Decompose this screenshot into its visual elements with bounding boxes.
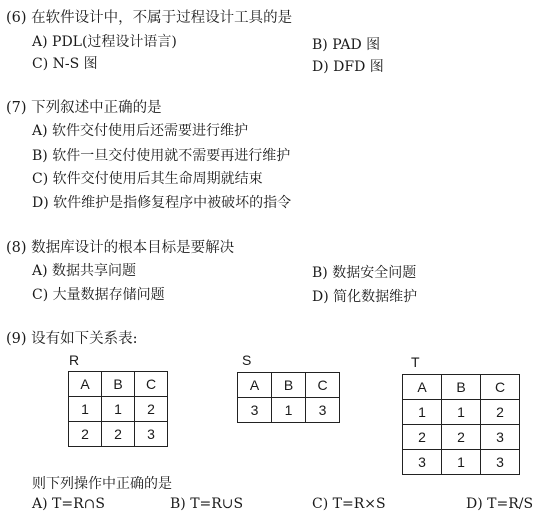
- table-r-header-row: [69, 372, 168, 397]
- table-r-header-a: A: [69, 372, 102, 397]
- question-9-option-b: B) T=R∪S: [170, 496, 244, 512]
- table-s-cell: 3: [238, 398, 272, 423]
- table-s-label: S: [242, 352, 252, 368]
- table-t-header-row: [403, 375, 520, 400]
- question-8-stem: (8) 数据库设计的根本目标是要解决: [6, 240, 235, 256]
- table-t-cell: 2: [481, 400, 520, 425]
- question-9-option-d: D) T=R/S: [466, 496, 534, 512]
- table-t-cell: 1: [442, 450, 481, 475]
- table-t-cell: 2: [442, 425, 481, 450]
- question-8-option-c: C) 大量数据存储问题: [32, 287, 165, 303]
- table-s-header-a: A: [238, 373, 272, 398]
- question-6-option-d: D) DFD 图: [312, 59, 384, 75]
- table-r-cell: 2: [69, 422, 102, 447]
- table-t-row: [403, 425, 520, 450]
- table-s-header-row: [238, 373, 340, 398]
- question-8-option-b: B) 数据安全问题: [312, 265, 417, 281]
- table-r-cell: 3: [135, 422, 168, 447]
- table-s-row: [238, 398, 340, 423]
- table-r-label: R: [69, 352, 80, 368]
- table-t-cell: 1: [442, 400, 481, 425]
- question-7-option-d: D) 软件维护是指修复程序中被破坏的指令: [32, 195, 292, 211]
- table-r: [68, 371, 168, 447]
- table-r-cell: 1: [69, 397, 102, 422]
- table-t: [402, 374, 520, 475]
- table-t-header-b: B: [442, 375, 481, 400]
- table-s: [237, 372, 340, 423]
- table-t-label: T: [411, 354, 420, 370]
- question-7-option-a: A) 软件交付使用后还需要进行维护: [32, 123, 249, 139]
- question-9-prompt: 则下列操作中正确的是: [32, 476, 172, 492]
- table-s-header-b: B: [272, 373, 306, 398]
- table-t-row: [403, 400, 520, 425]
- table-t-cell: 1: [403, 400, 442, 425]
- table-r-cell: 1: [102, 397, 135, 422]
- question-6-option-b: B) PAD 图: [312, 37, 381, 53]
- table-r-row: [69, 422, 168, 447]
- question-9-option-c: C) T=R×S: [312, 496, 386, 512]
- question-9-option-a: A) T=R∩S: [32, 496, 105, 512]
- question-6-option-c: C) N-S 图: [32, 56, 98, 72]
- table-t-cell: 3: [481, 425, 520, 450]
- question-8-option-a: A) 数据共享问题: [32, 263, 137, 279]
- table-r-header-b: B: [102, 372, 135, 397]
- table-r-row: [69, 397, 168, 422]
- table-t-row: [403, 450, 520, 475]
- table-t-cell: 3: [481, 450, 520, 475]
- table-t-cell: 3: [403, 450, 442, 475]
- question-7-option-c: C) 软件交付使用后其生命周期就结束: [32, 171, 263, 187]
- table-r-header-c: C: [135, 372, 168, 397]
- question-6-option-a: A) PDL(过程设计语言): [32, 34, 177, 50]
- table-t-header-c: C: [481, 375, 520, 400]
- question-9-stem: (9) 设有如下关系表:: [6, 331, 138, 347]
- table-r-cell: 2: [102, 422, 135, 447]
- table-t-header-a: A: [403, 375, 442, 400]
- table-t-cell: 2: [403, 425, 442, 450]
- table-s-header-c: C: [306, 373, 340, 398]
- question-7-option-b: B) 软件一旦交付使用就不需要再进行维护: [32, 148, 291, 164]
- table-s-cell: 1: [272, 398, 306, 423]
- question-7-stem: (7) 下列叙述中正确的是: [6, 100, 162, 116]
- question-6-stem: (6) 在软件设计中，不属于过程设计工具的是: [6, 10, 293, 26]
- table-r-cell: 2: [135, 397, 168, 422]
- table-s-cell: 3: [306, 398, 340, 423]
- question-8-option-d: D) 简化数据维护: [312, 289, 418, 305]
